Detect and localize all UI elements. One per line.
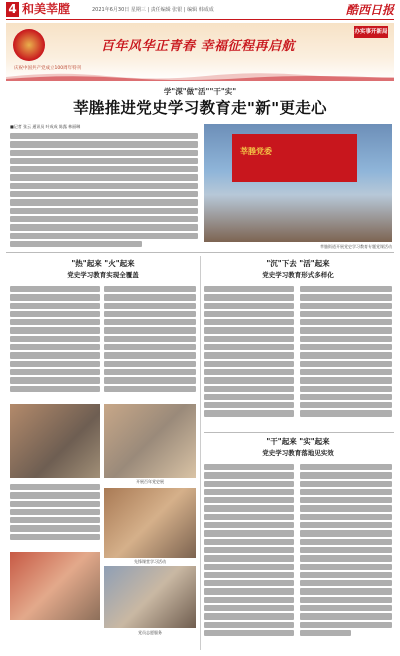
side-tag: 办实事开新局 [354, 26, 388, 38]
class-photo [10, 404, 100, 478]
section-1-text-left [10, 284, 100, 400]
section-heading-2 [204, 258, 392, 279]
classroom-photo [104, 488, 196, 558]
section-2-text-right [300, 284, 392, 430]
section-1-text-right [104, 284, 196, 400]
service-photo [104, 566, 196, 628]
section-3-text-right [300, 462, 392, 650]
section-divider [6, 252, 394, 253]
section-divider-2 [204, 432, 394, 433]
lead-text-block [10, 131, 198, 251]
page-number: 4 [6, 2, 19, 17]
article-headline: 莘塍推进党史学习教育走"新"更走心 [73, 99, 327, 117]
article-byline: ■记者 张云 通讯员 叶成成 陈露 林丽琳 [10, 124, 81, 129]
volunteer-photo [10, 552, 100, 620]
exhibition-photo [104, 404, 196, 478]
section-heading-3 [204, 436, 392, 457]
photo-caption: 莘塍街道开展党史学习教育专题党课活动 [320, 244, 392, 249]
stage-screen [232, 134, 357, 182]
masthead-rule [6, 19, 394, 20]
stage-screen-text: 莘塍党委 [240, 147, 272, 156]
masthead [0, 0, 400, 20]
classroom-caption: 先锋课堂学习活动 [134, 559, 166, 564]
section-3-subtitle: 党史学习教育落地见实效 [262, 449, 334, 457]
section-3-text-left [204, 462, 294, 650]
banner-wave-decoration [6, 71, 394, 81]
section-1-title: "热"起来 "火"起来 [71, 259, 135, 268]
section-2-subtitle: 党史学习教育形式多样化 [262, 271, 334, 279]
banner-subtitle: 庆祝中国共产党成立100周年特刊 [14, 66, 82, 71]
paper-logo: 酷西日报 [345, 3, 394, 17]
section-name: 和美莘膛 [22, 2, 71, 16]
service-caption: 党员志愿服务 [138, 630, 162, 635]
section-1-text-continue [10, 482, 100, 546]
date-line: 2021年6月30日 星期三 | 责任编辑 张银 | 编辑 韩成成 [92, 7, 214, 13]
party-emblem-icon [13, 29, 45, 61]
section-3-title: "干"起来 "实"起来 [266, 437, 330, 446]
lead-photo [204, 124, 392, 242]
column-divider [200, 256, 201, 650]
section-heading-1 [10, 258, 196, 279]
banner-title: 百年风华正青春 幸福征程再启航 [101, 39, 296, 54]
section-2-title: "沉"下去 "活"起来 [266, 259, 330, 268]
exhibition-caption: 开展百年党史展 [136, 479, 164, 484]
article-kicker: 学"深"做"活""干"实" [163, 87, 237, 96]
section-1-subtitle: 党史学习教育实现全覆盖 [67, 271, 139, 279]
section-2-text-left [204, 284, 294, 430]
anniversary-banner [6, 23, 394, 81]
